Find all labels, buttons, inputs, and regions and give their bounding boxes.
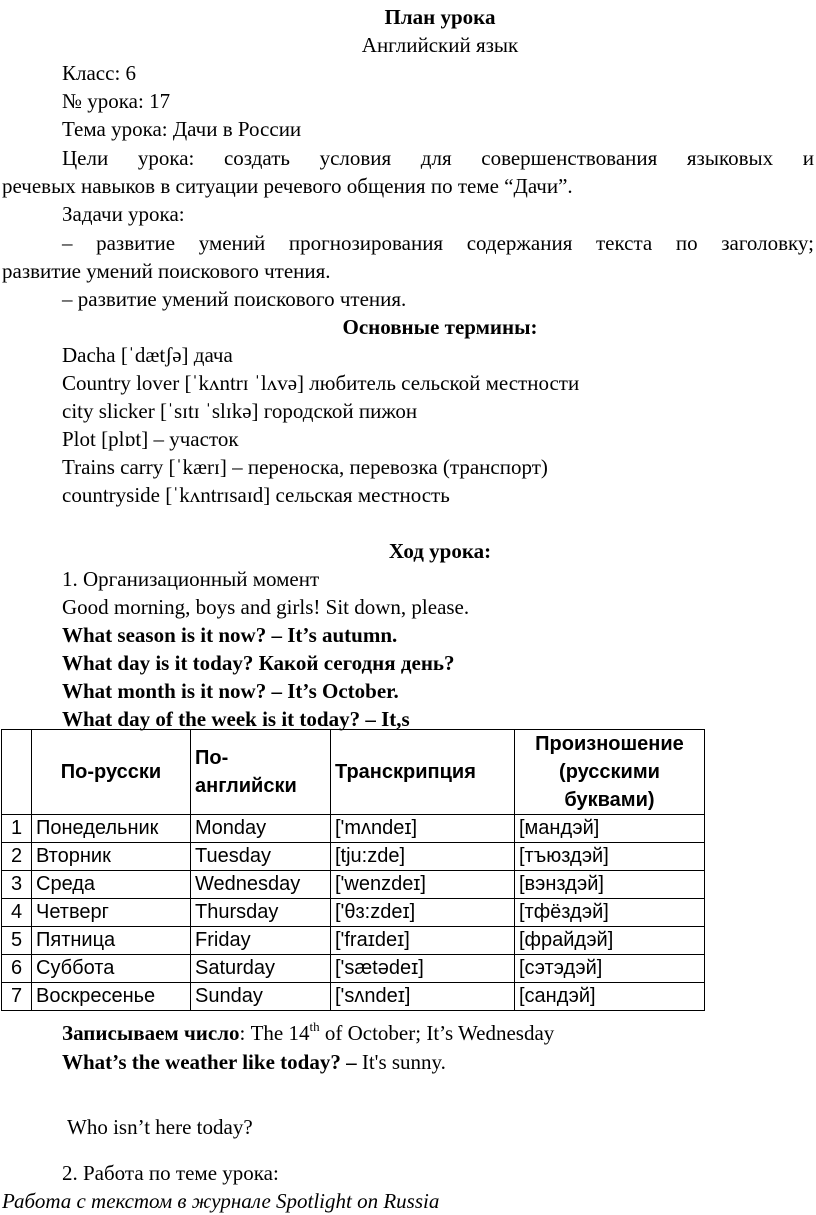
date-label: Записываем число [62,1021,240,1045]
row-number: 5 [2,927,32,955]
row-number: 2 [2,843,32,871]
day-russian: Суббота [32,955,191,983]
day-english: Sunday [191,983,331,1011]
day-russian: Понедельник [32,815,191,843]
day-russian: Пятница [32,927,191,955]
date-text: : The 14 [239,1021,310,1045]
day-english: Monday [191,815,331,843]
table-row [2,927,705,955]
row-number: 4 [2,899,32,927]
day-pronunciation: [тъюздэй] [515,843,705,871]
row-number: 1 [2,815,32,843]
day-english: Tuesday [191,843,331,871]
weather-question: What’s the weather like today? – [62,1050,357,1074]
table-row [2,899,705,927]
day-english: Thursday [191,899,331,927]
task-1-line-2: развитие умений поискового чтения. [2,259,331,283]
absent-question: Who isn’t here today? [67,1115,253,1139]
season-question: What season is it now? – It’s autumn. [62,623,398,647]
header-english: По- английски [191,730,331,815]
goals-line-1: Цели урока: создать условия для совершенствования языковых и [62,146,814,170]
weather-line [62,1049,446,1075]
table-row [2,815,705,843]
day-russian: Вторник [32,843,191,871]
date-suffix: th [309,1019,320,1034]
step-2-line: 2. Работа по теме урока: [62,1161,279,1185]
day-english: Friday [191,927,331,955]
weekdays-table [1,729,705,1011]
row-number: 7 [2,983,32,1011]
terms-heading: Основные термины: [342,315,538,339]
term-item: Trains carry [ˈkærɪ] – переноска, перевозка (транспорт) [62,455,548,479]
header-pronunciation: Произношение (русскими буквами) [515,730,705,815]
day-pronunciation: [сандэй] [515,983,705,1011]
day-transcription: ['mʌndeɪ] [331,815,515,843]
term-item: Country lover [ˈkʌntrɪ ˈlʌvə] любитель сельской местности [62,371,580,395]
day-russian: Четверг [32,899,191,927]
table-row [2,871,705,899]
day-pronunciation: [тфёздэй] [515,899,705,927]
weekday-question: What day of the week is it today? – It,s [62,707,410,731]
table-header-row [2,730,705,815]
table-row [2,955,705,983]
day-russian: Воскресенье [32,983,191,1011]
date-line [62,1020,554,1046]
date-text-rest: of October; It’s Wednesday [319,1021,555,1045]
term-item: city slicker [ˈsɪtɪ ˈslɪkə] городской пижон [62,399,418,423]
class-line: Класс: 6 [62,61,137,85]
day-question: What day is it today? Какой сегодня день? [62,651,455,675]
tasks-heading: Задачи урока: [62,202,185,226]
goals-line-2: речевых навыков в ситуации речевого общения по теме “Дачи”. [2,174,573,198]
text-work-line: Работа с текстом в журнале Spotlight on Russia [2,1189,440,1213]
day-pronunciation: [фрайдэй] [515,927,705,955]
day-pronunciation: [сэтэдэй] [515,955,705,983]
term-item: Plot [plɒt] – участок [62,427,239,451]
day-pronunciation: [мандэй] [515,815,705,843]
day-english: Saturday [191,955,331,983]
topic-line: Тема урока: Дачи в России [62,117,302,141]
day-pronunciation: [вэнздэй] [515,871,705,899]
row-number: 6 [2,955,32,983]
lesson-progress-heading: Ход урока: [388,539,492,563]
doc-title: План урока [384,5,496,29]
step-1-line: 1. Организационный момент [62,567,320,591]
lesson-number-line: № урока: 17 [62,89,171,113]
table-row [2,983,705,1011]
subject-line: Английский язык [361,33,519,57]
row-number: 3 [2,871,32,899]
day-transcription: ['fraɪdeɪ] [331,927,515,955]
month-question: What month is it now? – It’s October. [62,679,399,703]
header-transcription: Транскрипция [331,730,515,815]
day-transcription: ['wenzdeɪ] [331,871,515,899]
header-number [2,730,32,815]
day-english: Wednesday [191,871,331,899]
day-transcription: ['sʌndeɪ] [331,983,515,1011]
day-russian: Среда [32,871,191,899]
task-1-line-1: – развитие умений прогнозирования содержания текста по заголовку; [62,231,814,255]
greeting-line: Good morning, boys and girls! Sit down, please. [62,595,470,619]
term-item: countryside [ˈkʌntrɪsaɪd] сельская местность [62,483,450,507]
day-transcription: [tju:zde] [331,843,515,871]
weather-answer: It's sunny. [356,1050,446,1074]
term-item: Dacha [ˈdætʃə] дача [62,343,233,367]
header-russian: По-русски [32,730,191,815]
day-transcription: ['sætədeɪ] [331,955,515,983]
day-transcription: ['θɜ:zdeɪ] [331,899,515,927]
table-row [2,843,705,871]
task-2-line: – развитие умений поискового чтения. [62,287,407,311]
